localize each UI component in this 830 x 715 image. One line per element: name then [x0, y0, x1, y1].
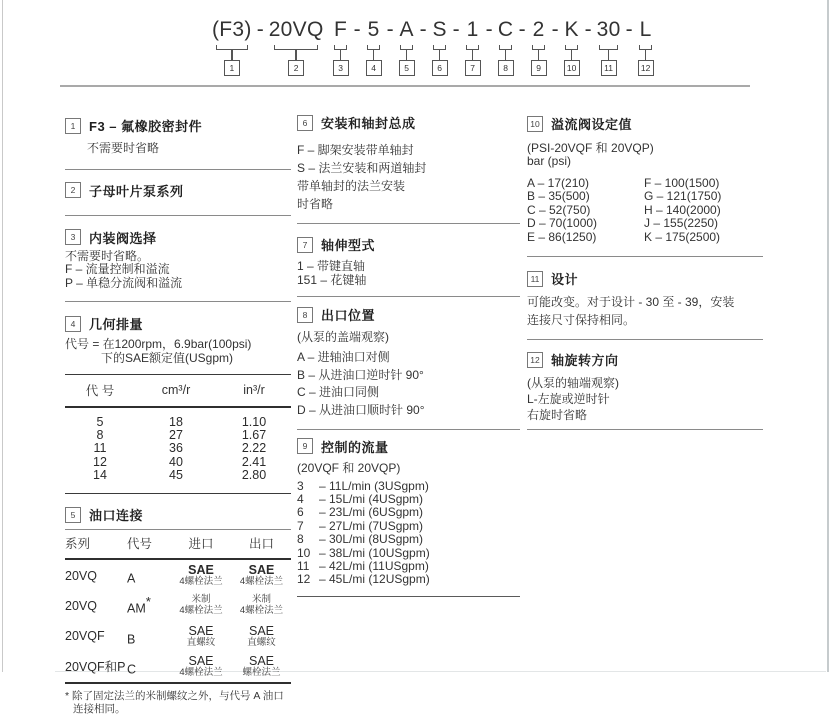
divider	[297, 596, 520, 597]
code-text: (F3)	[212, 18, 252, 41]
divider	[527, 256, 763, 257]
table-row: 14 45 2.80	[93, 468, 267, 483]
section-title: 溢流阀设定值	[551, 117, 633, 132]
code-text: 1	[466, 18, 479, 41]
code-dash: -	[256, 18, 264, 41]
table-row: 12 40 2.41	[93, 454, 267, 469]
code-segment-design	[597, 17, 621, 76]
option-line: 时省略	[297, 197, 334, 211]
displacement-note: 下的SAE额定值(USgpm)	[101, 350, 234, 365]
section-title: 轴伸型式	[321, 238, 376, 253]
section-1-header	[65, 116, 291, 135]
code-segment-displacement	[366, 17, 382, 76]
section-3-header	[65, 228, 291, 247]
section-11-header	[527, 269, 763, 288]
code-number-box: 5	[399, 60, 415, 76]
divider	[297, 223, 520, 224]
code-number-box: 9	[531, 60, 547, 76]
divider	[65, 169, 291, 170]
code-number-box: 2	[288, 60, 304, 76]
code-segment-f3	[212, 17, 252, 76]
section-title: 设计	[551, 272, 579, 288]
code-segment-series	[269, 17, 324, 76]
displacement-table	[65, 374, 291, 495]
code-text: A	[399, 18, 414, 41]
column-header: cm³/r	[135, 374, 217, 407]
rotation-note: L-左旋或逆时针	[527, 392, 610, 407]
section-subtitle: (从泵的盖端观察)	[297, 330, 389, 345]
code-dash: -	[452, 18, 460, 41]
section-title: 控制的流量	[321, 439, 389, 455]
header-divider	[60, 85, 750, 87]
section-title: 内装阀选择	[89, 230, 157, 246]
option-line: 带单轴封的法兰安装	[297, 179, 406, 193]
page-right-edge	[827, 0, 829, 672]
section-title: 油口连接	[89, 508, 144, 524]
code-text: 30	[596, 18, 621, 41]
code-dash: -	[625, 18, 633, 41]
code-text: L	[639, 18, 652, 41]
code-text: S	[432, 18, 447, 41]
code-segment-shaft	[465, 17, 481, 76]
table-row: 11 36 2.22	[93, 441, 267, 456]
list-item: A – 17(210) F – 100(1500)	[527, 176, 720, 190]
list-item: 4 – 15L/mi (4USgpm)	[297, 491, 424, 506]
option-line: 1 – 带键直轴	[297, 259, 366, 273]
rotation-note: 右旋时省略	[527, 408, 588, 423]
code-text: 5	[367, 18, 380, 41]
design-note: 可能改变。对于设计 - 30 至 - 39，安装	[527, 295, 735, 310]
section-title: 出口位置	[321, 308, 376, 324]
section-subtitle: bar (psi)	[527, 154, 572, 168]
code-number-box: 8	[498, 60, 514, 76]
code-number-box: 10	[564, 60, 580, 76]
option-line: P – 单稳分流阀和溢流	[65, 275, 183, 290]
table-row: 20VQF和P C SAE 4螺栓法兰 SAE 螺栓法兰	[65, 654, 281, 679]
displacement-note: 代号 = 在1200rpm，6.9bar(100psi)	[65, 337, 252, 352]
stem	[295, 50, 296, 60]
code-text: F	[334, 18, 348, 41]
stem	[406, 50, 407, 60]
stem	[472, 50, 473, 60]
section-6-header	[297, 113, 520, 132]
code-segment-rotation	[638, 17, 654, 76]
code-dash: -	[518, 18, 526, 41]
stem	[439, 50, 440, 60]
section-title: 几何排量	[89, 317, 144, 333]
stem	[645, 50, 646, 60]
option-line: 不需要时省略。	[65, 248, 150, 263]
table-row: 8 27 1.67	[96, 427, 267, 442]
option-line: F – 脚架安装带单轴封	[297, 143, 414, 157]
section-number-box: 8	[297, 307, 313, 323]
code-segment-relief	[564, 17, 580, 76]
design-note: 连接尺寸保持相同。	[527, 313, 636, 328]
section-2-header	[65, 181, 291, 200]
code-dash: -	[551, 18, 559, 41]
column-header: 代号	[127, 530, 170, 560]
relief-settings-list	[527, 177, 763, 244]
middle-column	[297, 105, 520, 597]
stem	[571, 50, 572, 60]
code-number-box: 11	[601, 60, 617, 76]
section-8-header	[297, 305, 520, 324]
section-1-note: 不需要时省略	[87, 141, 160, 155]
list-item: 3 – 11L/min (3USgpm)	[297, 478, 429, 493]
column-header: 代 号	[65, 374, 135, 407]
stem	[340, 50, 341, 60]
section-9-header	[297, 437, 520, 456]
option-line: C – 进油口同侧	[297, 385, 380, 400]
code-dash: -	[353, 18, 361, 41]
table-row: 20VQ A SAE 4螺栓法兰 SAE 4螺栓法兰	[65, 562, 284, 587]
code-segment-port	[399, 17, 415, 76]
section-title: 轴旋转方向	[551, 353, 619, 369]
model-code-row	[212, 17, 654, 76]
option-line: 151 – 花键轴	[297, 272, 367, 287]
stem	[538, 50, 539, 60]
section-subtitle: (PSI-20VQF 和 20VQP)	[527, 141, 654, 155]
section-7-header	[297, 235, 520, 254]
list-item: C – 52(750) H – 140(2000)	[527, 202, 721, 217]
column-header: in³/r	[217, 374, 291, 407]
code-text: K	[564, 18, 579, 41]
section-number-box: 2	[65, 182, 81, 198]
section-title: 安装和轴封总成	[321, 116, 416, 131]
divider	[527, 339, 763, 340]
code-segment-outlet	[498, 17, 514, 76]
stem	[373, 50, 374, 60]
section-number-box: 9	[297, 438, 313, 454]
code-number-box: 3	[333, 60, 349, 76]
port-table-footnote: * 除了固定法兰的米制螺纹之外，与代号 A 油口 连接相同。	[65, 690, 284, 715]
column-header: 系列	[65, 530, 127, 560]
section-12-header	[527, 350, 763, 369]
code-dash: -	[419, 18, 427, 41]
code-dash: -	[584, 18, 592, 41]
code-text: 20VQ	[268, 18, 324, 41]
stem	[505, 50, 506, 60]
table-row: 20VQ AM* 米制 4螺栓法兰 米制 4螺栓法兰	[65, 594, 284, 616]
list-item: 12 – 45L/mi (12USgpm)	[297, 572, 430, 587]
code-segment-valve	[333, 17, 349, 76]
section-subtitle: (20VQF 和 20VQP)	[297, 460, 401, 475]
divider	[65, 215, 291, 216]
list-item: B – 35(500) G – 121(1750)	[527, 189, 722, 204]
divider	[297, 296, 520, 297]
left-column	[65, 105, 291, 715]
section-10-header	[527, 114, 763, 133]
table-row: 5 18 1.10	[96, 414, 267, 429]
column-header: 进口	[170, 530, 232, 560]
section-number-box: 7	[297, 237, 313, 253]
section-number-box: 6	[297, 115, 313, 131]
table-row: 20VQF B SAE 直螺纹 SAE 直螺纹	[65, 623, 276, 648]
page-left-edge	[2, 0, 3, 672]
code-segment-flow	[531, 17, 547, 76]
section-title: F3 – 氟橡胶密封件	[89, 119, 203, 134]
section-5-header	[65, 505, 291, 524]
section-number-box: 12	[527, 352, 543, 368]
option-line: B – 从进油口逆时针 90°	[297, 367, 424, 382]
divider	[65, 301, 291, 302]
code-number-box: 1	[224, 60, 240, 76]
code-number-box: 7	[465, 60, 481, 76]
section-number-box: 3	[65, 229, 81, 245]
section-number-box: 1	[65, 118, 81, 134]
option-line: S – 法兰安装和两道轴封	[297, 161, 427, 175]
flow-list	[297, 480, 520, 587]
rotation-note: (从泵的轴端观察)	[527, 376, 619, 391]
code-number-box: 12	[638, 60, 654, 76]
section-number-box: 11	[527, 271, 543, 287]
table-header-row	[65, 374, 291, 407]
code-dash: -	[485, 18, 493, 41]
section-number-box: 5	[65, 507, 81, 523]
code-number-box: 4	[366, 60, 382, 76]
divider	[527, 429, 763, 430]
section-number-box: 4	[65, 316, 81, 332]
right-column	[527, 105, 763, 430]
code-text: C	[497, 18, 514, 41]
option-line: F – 流量控制和溢流	[65, 262, 170, 277]
code-dash: -	[386, 18, 394, 41]
option-line: D – 从进油口顺时针 90°	[297, 403, 425, 418]
section-number-box: 10	[527, 116, 543, 132]
section-4-header	[65, 314, 291, 333]
list-item: 7 – 27L/mi (7USgpm)	[297, 518, 424, 533]
code-number-box: 6	[432, 60, 448, 76]
stem	[608, 50, 609, 60]
list-item: 8 – 30L/mi (8USgpm)	[297, 532, 424, 547]
code-text: 2	[532, 18, 545, 41]
port-connection-table	[65, 529, 291, 684]
section-title: 子母叶片泵系列	[89, 183, 184, 199]
column-header: 出口	[232, 530, 291, 560]
stem	[231, 50, 232, 60]
list-item: 10 – 38L/mi (10USgpm)	[297, 545, 430, 560]
list-item: 6 – 23L/mi (6USgpm)	[297, 505, 424, 520]
list-item: E – 86(1250) K – 175(2500)	[527, 229, 721, 244]
option-line: A – 进轴油口对侧	[297, 349, 390, 364]
list-item: D – 70(1000) J – 155(2250)	[527, 216, 719, 231]
table-header-row	[65, 530, 291, 560]
code-segment-mounting	[432, 17, 448, 76]
list-item: 11 – 42L/mi (11USgpm)	[297, 559, 429, 573]
divider	[297, 429, 520, 430]
